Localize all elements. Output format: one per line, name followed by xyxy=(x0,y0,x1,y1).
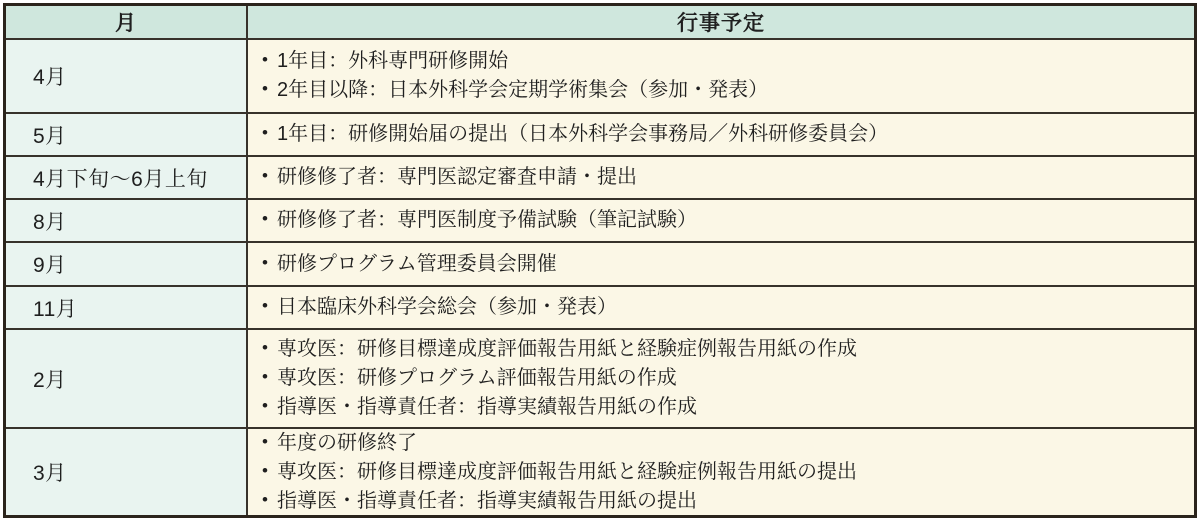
month-label: 9月 xyxy=(33,254,67,277)
event-item xyxy=(262,76,1184,105)
table-row xyxy=(6,328,1194,427)
month-label: 11月 xyxy=(33,297,78,321)
event-item xyxy=(262,429,1184,458)
month-cell xyxy=(6,200,248,241)
events-cell xyxy=(248,429,1194,515)
month-cell xyxy=(6,429,248,515)
bullet-icon: • xyxy=(262,296,268,315)
header-events-label: 行事予定 xyxy=(677,12,765,35)
event-text: 1年目：研修開始届の提出（日本外科学会事務局／外科研修委員会） xyxy=(276,123,889,145)
event-text: 研修修了者：専門医制度予備試験（筆記試験） xyxy=(276,209,697,231)
table-row xyxy=(6,427,1194,515)
events-cell xyxy=(248,287,1194,328)
event-item xyxy=(262,487,1184,516)
header-cell-month xyxy=(6,6,248,38)
events-cell xyxy=(248,243,1194,285)
month-label: 3月 xyxy=(33,462,67,485)
table-row xyxy=(6,38,1194,112)
event-item xyxy=(262,335,1184,364)
bullet-icon: • xyxy=(262,489,268,509)
event-item xyxy=(262,393,1184,422)
event-text: 2年目以降：日本外科学会定期学術集会（参加・発表） xyxy=(276,79,769,101)
month-cell xyxy=(6,243,248,285)
month-label: 8月 xyxy=(33,210,67,234)
table-row xyxy=(6,285,1194,328)
event-text: 専攻医：研修目標達成度評価報告用紙と経験症例報告用紙の作成 xyxy=(276,338,857,360)
event-text: 年度の研修終了 xyxy=(276,431,417,454)
event-text: 専攻医：研修プログラム評価報告用紙の作成 xyxy=(276,367,677,389)
bullet-icon: • xyxy=(262,166,268,185)
events-cell xyxy=(248,157,1194,198)
event-item xyxy=(262,120,1184,149)
table-row xyxy=(6,241,1194,285)
month-cell xyxy=(6,330,248,427)
table-row xyxy=(6,112,1194,155)
header-cell-events xyxy=(248,6,1194,38)
bullet-icon: • xyxy=(262,396,268,415)
event-text: 日本臨床外科学会総会（参加・発表） xyxy=(276,296,617,318)
bullet-icon: • xyxy=(262,79,268,98)
events-cell xyxy=(248,114,1194,155)
event-text: 研修プログラム管理委員会開催 xyxy=(276,252,557,275)
event-item xyxy=(262,206,1184,235)
bullet-icon: • xyxy=(262,338,268,357)
event-text: 1年目：外科専門研修開始 xyxy=(276,50,509,72)
month-label: 4月下旬～6月上旬 xyxy=(33,167,208,191)
month-cell xyxy=(6,114,248,155)
bullet-icon: • xyxy=(262,367,268,386)
table-header-row xyxy=(6,6,1194,38)
events-cell xyxy=(248,200,1194,241)
table-row xyxy=(6,198,1194,241)
events-cell xyxy=(248,40,1194,112)
bullet-icon: • xyxy=(262,50,268,69)
month-label: 4月 xyxy=(33,66,67,89)
bullet-icon: • xyxy=(262,460,268,480)
event-item xyxy=(262,47,1184,76)
month-cell xyxy=(6,157,248,198)
schedule-table xyxy=(3,3,1197,518)
event-item xyxy=(262,293,1184,322)
month-label: 5月 xyxy=(33,124,67,148)
events-cell xyxy=(248,330,1194,427)
header-month-label: 月 xyxy=(115,12,137,35)
event-text: 指導医・指導責任者：指導実績報告用紙の作成 xyxy=(276,396,697,418)
event-item xyxy=(262,364,1184,393)
bullet-icon: • xyxy=(262,209,268,228)
bullet-icon: • xyxy=(262,431,268,451)
month-label: 2月 xyxy=(33,368,67,392)
event-item xyxy=(262,163,1184,192)
event-item xyxy=(262,458,1184,487)
month-cell xyxy=(6,287,248,328)
bullet-icon: • xyxy=(262,252,268,272)
month-cell xyxy=(6,40,248,112)
event-text: 専攻医：研修目標達成度評価報告用紙と経験症例報告用紙の提出 xyxy=(276,460,857,483)
table-row xyxy=(6,155,1194,198)
event-item xyxy=(262,250,1184,279)
event-text: 研修修了者：専門医認定審査申請・提出 xyxy=(276,166,637,188)
bullet-icon: • xyxy=(262,123,268,142)
event-text: 指導医・指導責任者：指導実績報告用紙の提出 xyxy=(276,489,697,512)
